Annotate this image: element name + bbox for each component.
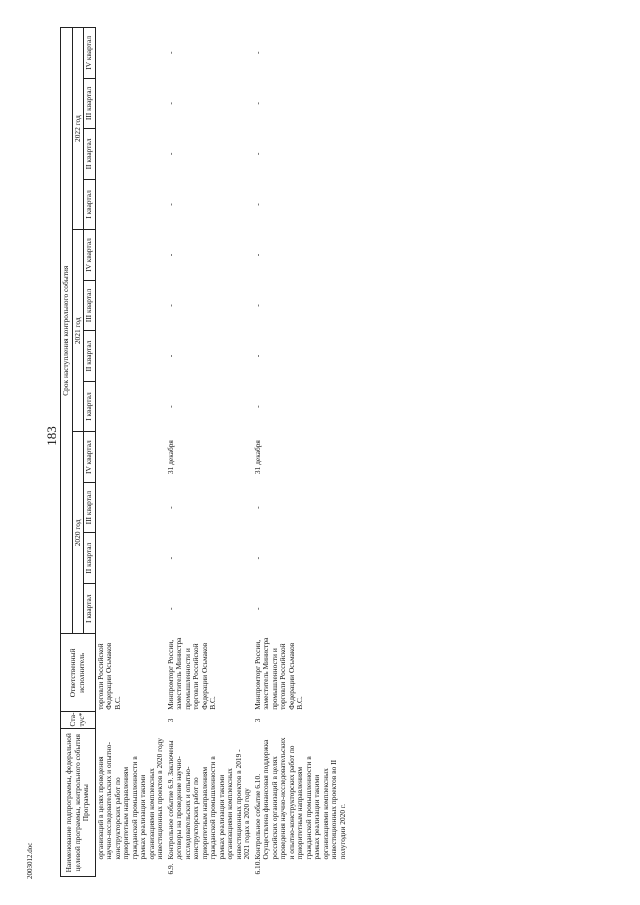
quarter-deadline-cell: - <box>165 607 175 610</box>
quarter-deadline-cell: - <box>252 152 262 156</box>
quarter-deadline-cell <box>95 533 166 584</box>
quarter-deadline-cell: - <box>165 102 175 105</box>
quarter-deadline-cell: - <box>165 152 175 156</box>
quarter-deadline-cell: - <box>165 304 175 307</box>
row-name: Контрольное событие 6.10. Осуществлена финансовая поддержка российских организаций в целях проведения научно-исследовательских и опытно-конструкторских работ по приоритетным направлениям гражданской промышленности в рамках реализации такими организациями комплексных инвестиционных проектов во II полугодии 2020 г. <box>252 737 347 860</box>
row-name-cell <box>95 729 166 877</box>
header-quarter: I квартал <box>84 381 96 432</box>
quarter-deadline-cell: - <box>252 607 262 610</box>
control-events-table <box>60 27 349 877</box>
table-row <box>253 28 349 877</box>
quarter-deadline-cell: - <box>165 405 175 408</box>
quarter-deadline-cell: - <box>252 556 262 560</box>
quarter-deadline-cell: - <box>165 253 175 257</box>
header-quarter: III квартал <box>84 482 96 533</box>
header-quarter: II квартал <box>84 129 96 180</box>
quarter-deadline-cell: 31 декабря <box>165 440 175 475</box>
rotated-page-content <box>60 27 610 877</box>
quarter-deadline-cell <box>95 230 166 281</box>
table-row <box>166 28 253 877</box>
header-responsible: Ответственный исполнитель <box>61 634 96 712</box>
quarter-deadline-cell <box>95 432 166 483</box>
table-body <box>95 28 348 877</box>
header-quarter: IV квартал <box>84 28 96 79</box>
header-quarter: IV квартал <box>84 230 96 281</box>
row-name: Контрольное событие 6.9. Заключены договоры на проведение научно-исследовательских и опытно-конструкторских работ по приоритетным направлениям гражданской промышленности в рамках реализации такими организациями комплексных инвестиционных проектов в 2019 - 2021 годах в 2020 году <box>165 740 252 860</box>
row-status: 3 <box>252 718 262 723</box>
header-quarter: I квартал <box>84 179 96 230</box>
quarter-deadline-cell: - <box>252 51 262 55</box>
quarter-deadline-cell: - <box>165 51 175 55</box>
quarter-deadline-cell: - <box>165 506 175 509</box>
row-name: организаций в целях проведения научно-исследовательских и опытно-конструкторских работ по приоритетным направлениям гражданской промышленности в рамках реализации такими организациями комплексных инвестиционных проектов в 2020 году <box>95 738 165 860</box>
quarter-deadline-cell <box>95 482 166 533</box>
quarter-deadline-cell: - <box>252 102 262 105</box>
header-deadline: Срок наступления контрольного события <box>61 28 73 634</box>
row-status <box>95 712 166 729</box>
quarter-deadline-cell: - <box>252 253 262 257</box>
row-number: 6.10. <box>252 859 262 875</box>
header-quarter: IV квартал <box>84 432 96 483</box>
quarter-deadline-cell: - <box>252 405 262 408</box>
header-quarter: II квартал <box>84 331 96 382</box>
quarter-deadline-cell <box>95 583 166 634</box>
quarter-deadline-cell: - <box>252 506 262 509</box>
quarter-deadline-cell <box>95 28 166 79</box>
header-quarter: II квартал <box>84 533 96 584</box>
quarter-deadline-cell <box>95 280 166 331</box>
header-quarter: III квартал <box>84 78 96 129</box>
header-name: Наименование подпрограммы, федеральной целевой программы, контрольного события Программы <box>61 729 96 877</box>
row-responsible: Минпромторг России, заместитель Министра промышленности и торговли Российской Федерации Осьмаков В.С. <box>165 637 218 710</box>
quarter-deadline-cell <box>95 381 166 432</box>
row-responsible: торговли Российской Федерации Осьмаков В.С. <box>95 642 122 710</box>
quarter-deadline-cell <box>95 129 166 180</box>
row-responsible: Минпромторг России, заместитель Министра промышленности и торговли Российской Федерации Осьмаков В.С. <box>252 637 305 710</box>
header-status: Ста-тус* <box>61 712 96 729</box>
row-status: 3 <box>165 718 175 723</box>
quarter-deadline-cell <box>95 179 166 230</box>
quarter-deadline-cell <box>95 331 166 382</box>
header-year-2022: 2022 год <box>72 28 84 230</box>
document-id: 2003012.doc <box>26 842 34 879</box>
quarter-deadline-cell <box>95 78 166 129</box>
quarter-deadline-cell: - <box>252 203 262 206</box>
header-quarter: I квартал <box>84 583 96 634</box>
quarter-deadline-cell: - <box>252 354 262 358</box>
page-number: 183 <box>44 426 59 446</box>
header-year-2021: 2021 год <box>72 230 84 432</box>
quarter-deadline-cell: - <box>252 304 262 307</box>
row-name-cell <box>166 729 253 877</box>
row-name-cell <box>253 729 349 877</box>
table-row <box>95 28 166 877</box>
quarter-deadline-cell: 31 декабря <box>252 440 262 475</box>
row-number: 6.9. <box>165 863 175 875</box>
header-quarter: III квартал <box>84 280 96 331</box>
quarter-deadline-cell: - <box>165 556 175 560</box>
quarter-deadline-cell: - <box>165 203 175 206</box>
quarter-deadline-cell: - <box>165 354 175 358</box>
header-year-2020: 2020 год <box>72 432 84 634</box>
